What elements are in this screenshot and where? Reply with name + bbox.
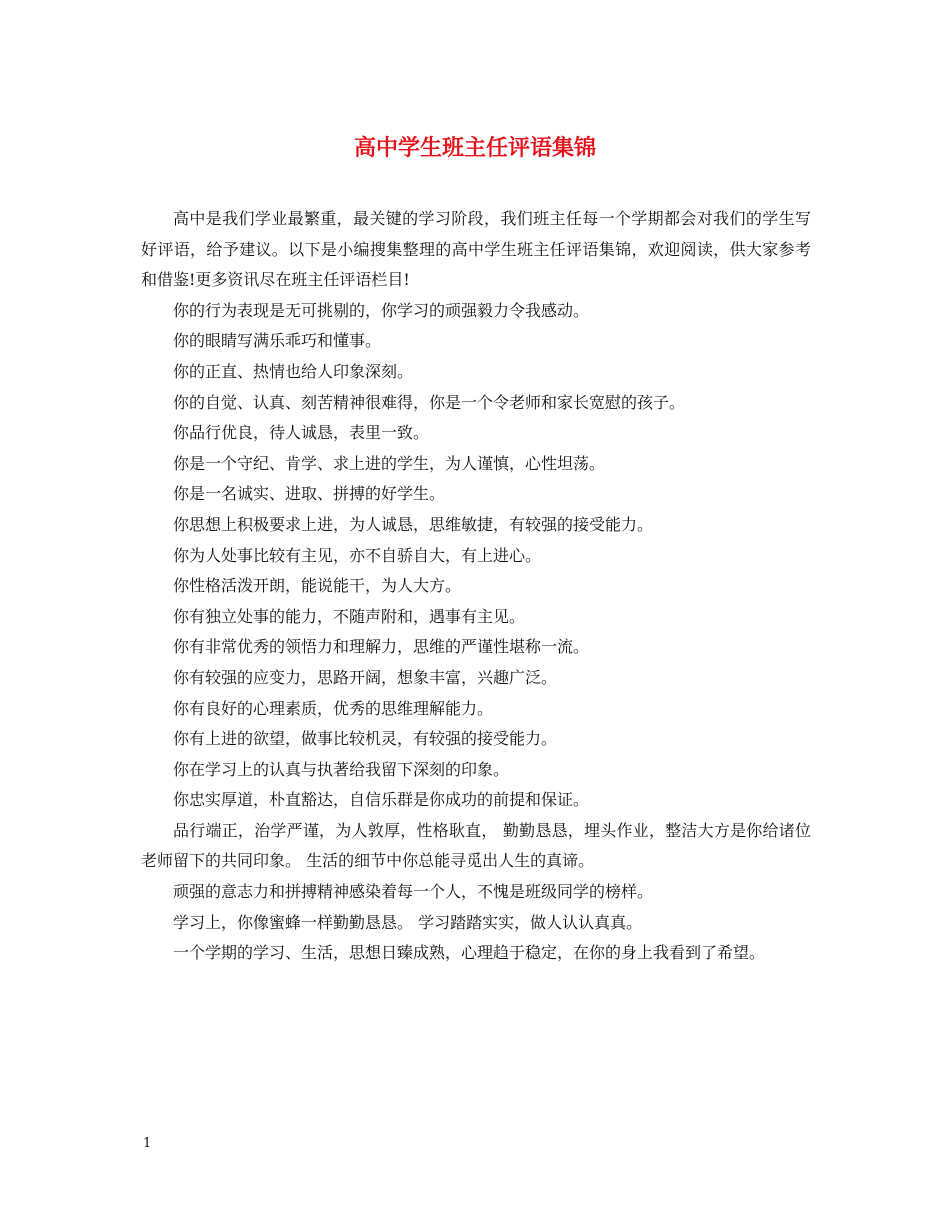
body-paragraph: 你在学习上的认真与执著给我留下深刻的印象。 [173, 759, 510, 779]
body-paragraph: 你品行优良，待人诚恳，表里一致。 [173, 423, 430, 443]
document-title: 高中学生班主任评语集锦 [353, 135, 596, 161]
document-body [141, 204, 811, 969]
body-paragraph: 你有独立处事的能力，不随声附和，遇事有主见。 [173, 606, 526, 626]
body-paragraph: 你有良好的心理素质，优秀的思维理解能力。 [173, 698, 494, 718]
body-paragraph: 高中是我们学业最繁重，最关键的学习阶段，我们班主任每一个学期都会对我们的学生写好评语，给予建议。以下是小编搜集整理的高中学生班主任评语集锦，欢迎阅读，供大家参考和借鉴!更多资讯尽在班主任评语栏目! [141, 209, 811, 290]
page-number: 1 [143, 1136, 152, 1151]
body-paragraph: 你有较强的应变力，思路开阔，想象丰富，兴趣广泛。 [173, 667, 558, 687]
body-paragraph: 品行端正，治学严谨，为人敦厚，性格耿直， 勤勤恳恳，埋头作业，整洁大方是你给诸位老师留下的共同印象。 生活的细节中你总能寻觅出人生的真谛。 [141, 820, 811, 871]
body-paragraph: 你的眼睛写满乐乖巧和懂事。 [173, 331, 382, 351]
body-paragraph: 你有上进的欲望，做事比较机灵，有较强的接受能力。 [173, 729, 558, 749]
body-paragraph: 学习上，你像蜜蜂一样勤勤恳恳。 学习踏踏实实，做人认认真真。 [173, 912, 643, 932]
body-paragraph: 你有非常优秀的领悟力和理解力，思维的严谨性堪称一流。 [173, 637, 590, 657]
body-paragraph: 你是一个守纪、肯学、求上进的学生，为人谨慎，心性坦荡。 [173, 453, 606, 473]
body-paragraph: 你是一名诚实、进取、拼搏的好学生。 [173, 484, 446, 504]
body-paragraph: 你性格活泼开朗，能说能干，为人大方。 [173, 576, 462, 596]
body-paragraph: 你的行为表现是无可挑剔的，你学习的顽强毅力令我感动。 [173, 300, 590, 320]
body-paragraph: 你的正直、热情也给人印象深刻。 [173, 361, 414, 381]
body-paragraph: 一个学期的学习、生活，思想日臻成熟，心理趋于稳定，在你的身上我看到了希望。 [173, 943, 766, 963]
body-paragraph: 你思想上积极要求上进，为人诚恳，思维敏捷，有较强的接受能力。 [173, 514, 654, 534]
body-paragraph: 顽强的意志力和拼搏精神感染着每一个人，不愧是班级同学的榜样。 [173, 882, 654, 902]
body-paragraph: 你忠实厚道，朴直豁达，自信乐群是你成功的前提和保证。 [173, 790, 590, 810]
body-paragraph: 你的自觉、认真、刻苦精神很难得，你是一个令老师和家长宽慰的孩子。 [173, 392, 686, 412]
body-paragraph: 你为人处事比较有主见，亦不自骄自大，有上进心。 [173, 545, 542, 565]
